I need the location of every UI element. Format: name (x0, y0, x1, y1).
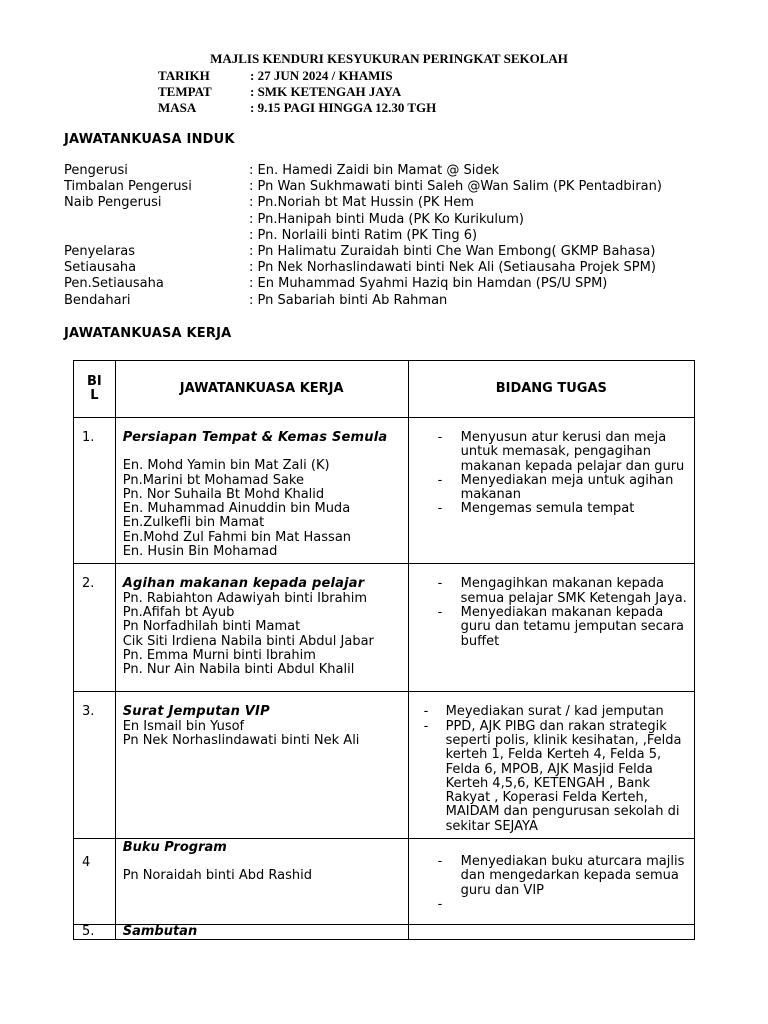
member-name: Pn. Rabiahton Adawiyah binti Ibrahim (122, 590, 368, 606)
table-header-row (74, 361, 695, 418)
meta-value: : 27 JUN 2024 / KHAMIS (250, 68, 393, 83)
meta-label: MASA (158, 100, 197, 115)
committee-title: Surat Jemputan VIP (122, 704, 270, 720)
task-list (409, 839, 694, 916)
task-item: - Menyediakan meja untuk agihan makanan (461, 474, 688, 503)
member-name: Pn. Nur Ain Nabila binti Abdul Khalil (122, 662, 355, 678)
member-name: En Ismail bin Yusof (122, 718, 245, 734)
document-title: MAJLIS KENDURI KESYUKURAN PERINGKAT SEKOLAH (210, 51, 568, 66)
row-tasks (408, 418, 694, 564)
member-name: En.Zulkefli bin Mamat (122, 515, 265, 531)
kerja-table (73, 360, 695, 940)
induk-name: : En. Hamedi Zaidi bin Mamat @ Sidek (249, 163, 500, 178)
member-name: En. Husin Bin Mohamad (122, 544, 278, 560)
induk-role: Penyelaras (64, 243, 135, 259)
row-tasks (408, 564, 694, 692)
header-tasks: BIDANG TUGAS (408, 361, 694, 418)
row-committee (115, 692, 408, 839)
member-name: En.Mohd Zul Fahmi bin Mat Hassan (122, 529, 352, 545)
row-committee (115, 564, 408, 692)
task-item: - Menyusun atur kerusi dan meja untuk memasak, pengagihan makanan kepada pelajar dan guru (461, 431, 688, 474)
task-list (409, 418, 694, 521)
induk-role: Pen.Setiausaha (64, 276, 164, 292)
member-name: Pn Nek Norhaslindawati binti Nek Ali (122, 732, 360, 748)
row-bil: 4 (74, 839, 116, 925)
task-item: - Meyediakan surat / kad jemputan (446, 705, 688, 719)
induk-row (64, 260, 662, 276)
task-item: - Mengagihkan makanan kepada semua pelajar SMK Ketengah Jaya. (461, 577, 688, 606)
row-tasks (408, 925, 694, 940)
table-row (74, 925, 695, 940)
committee-title: Persiapan Tempat & Kemas Semula (122, 430, 388, 445)
meta-tempat (158, 84, 401, 100)
row-tasks (408, 839, 694, 925)
induk-row (64, 163, 662, 179)
induk-row (64, 195, 662, 211)
task-item: - Mengemas semula tempat (461, 502, 688, 516)
table-row (74, 418, 695, 564)
induk-row (64, 244, 662, 260)
row-bil: 3. (74, 692, 116, 839)
induk-name: : Pn Halimatu Zuraidah binti Che Wan Embong( GKMP Bahasa) (249, 243, 656, 259)
member-name: Cik Siti Irdiena Nabila binti Abdul Jabar (122, 633, 374, 649)
member-name: Pn Noraidah binti Abd Rashid (122, 868, 312, 884)
induk-role: Naib Pengerusi (64, 195, 162, 211)
induk-row (64, 228, 662, 244)
induk-name: : Pn. Norlaili binti Ratim (PK Ting 6) (249, 227, 478, 243)
meta-label: TARIKH (158, 68, 210, 83)
induk-name: : Pn Sabariah binti Ab Rahman (249, 292, 448, 308)
committee-title: Buku Program (122, 840, 227, 856)
induk-name: : Pn Nek Norhaslindawati binti Nek Ali (Setiausaha Projek SPM) (249, 260, 656, 276)
committee-title: Sambutan (122, 924, 198, 940)
row-bil: 2. (74, 564, 116, 692)
row-committee (115, 418, 408, 564)
induk-name: : Pn.Hanipah binti Muda (PK Ko Kurikulum) (249, 211, 524, 227)
member-name: Pn Norfadhilah binti Mamat (122, 619, 301, 635)
task-item (461, 898, 688, 912)
member-name: Pn. Nor Suhaila Bt Mohd Khalid (122, 486, 325, 502)
row-committee (115, 839, 408, 925)
induk-row (64, 179, 662, 195)
meta-value: : SMK KETENGAH JAYA (250, 84, 402, 99)
meta-masa (158, 100, 436, 116)
header-bil (74, 361, 116, 418)
meta-label: TEMPAT (158, 84, 212, 99)
task-item: - PPD, AJK PIBG dan rakan strategik seperti polis, klinik kesihatan, ,Felda kerteh 1, Felda Kerteh 4, Felda 5, Felda 6, MPOB, AJK Masjid Felda Kerteh 4,5,6, KETENGAH , Bank Rakyat , Koperasi Felda Kerteh, MAIDAM dan pengurusan sekolah di sekitar SEJAYA (446, 720, 688, 834)
row-tasks (408, 692, 694, 839)
member-name: Pn.Marini bt Mohamad Sake (122, 472, 304, 488)
header-committee: JAWATANKUASA KERJA (115, 361, 408, 418)
header-bil-label: BI L (86, 373, 102, 403)
task-item: - Menyediakan buku aturcara majlis dan mengedarkan kepada semua guru dan VIP (461, 855, 688, 898)
induk-name: : Pn Wan Sukhmawati binti Saleh @Wan Salim (PK Pentadbiran) (249, 179, 662, 195)
meta-value: : 9.15 PAGI HINGGA 12.30 TGH (250, 100, 437, 115)
induk-row (64, 276, 662, 292)
kerja-heading: JAWATANKUASA KERJA (64, 326, 232, 341)
induk-row (64, 212, 662, 228)
row-bil: 1. (74, 418, 116, 564)
task-list (409, 692, 694, 838)
meta-tarikh (158, 68, 393, 84)
row-bil: 5. (74, 925, 116, 940)
induk-role: Timbalan Pengerusi (64, 179, 192, 195)
induk-heading: JAWATANKUASA INDUK (64, 132, 235, 147)
induk-role: Setiausaha (64, 260, 137, 276)
member-name: Pn. Emma Murni binti Ibrahim (122, 647, 316, 663)
table-row (74, 839, 695, 925)
task-list (409, 564, 694, 652)
table-row (74, 564, 695, 692)
table-row (74, 692, 695, 839)
task-item: - Menyediakan makanan kepada guru dan tetamu jemputan secara buffet (461, 606, 688, 649)
induk-name: : Pn.Noriah bt Mat Hussin (PK Hem (249, 195, 474, 211)
committee-title: Agihan makanan kepada pelajar (122, 576, 365, 592)
member-name: En. Muhammad Ainuddin bin Muda (122, 501, 351, 517)
member-name: Pn.Afifah bt Ayub (122, 604, 235, 620)
member-name: En. Mohd Yamin bin Mat Zali (K) (122, 458, 330, 474)
induk-role: Bendahari (64, 292, 131, 308)
induk-list (64, 163, 662, 309)
induk-name: : En Muhammad Syahmi Haziq bin Hamdan (PS/U SPM) (249, 276, 608, 292)
induk-row (64, 293, 662, 309)
induk-role: Pengerusi (64, 163, 128, 178)
row-committee (115, 925, 408, 940)
